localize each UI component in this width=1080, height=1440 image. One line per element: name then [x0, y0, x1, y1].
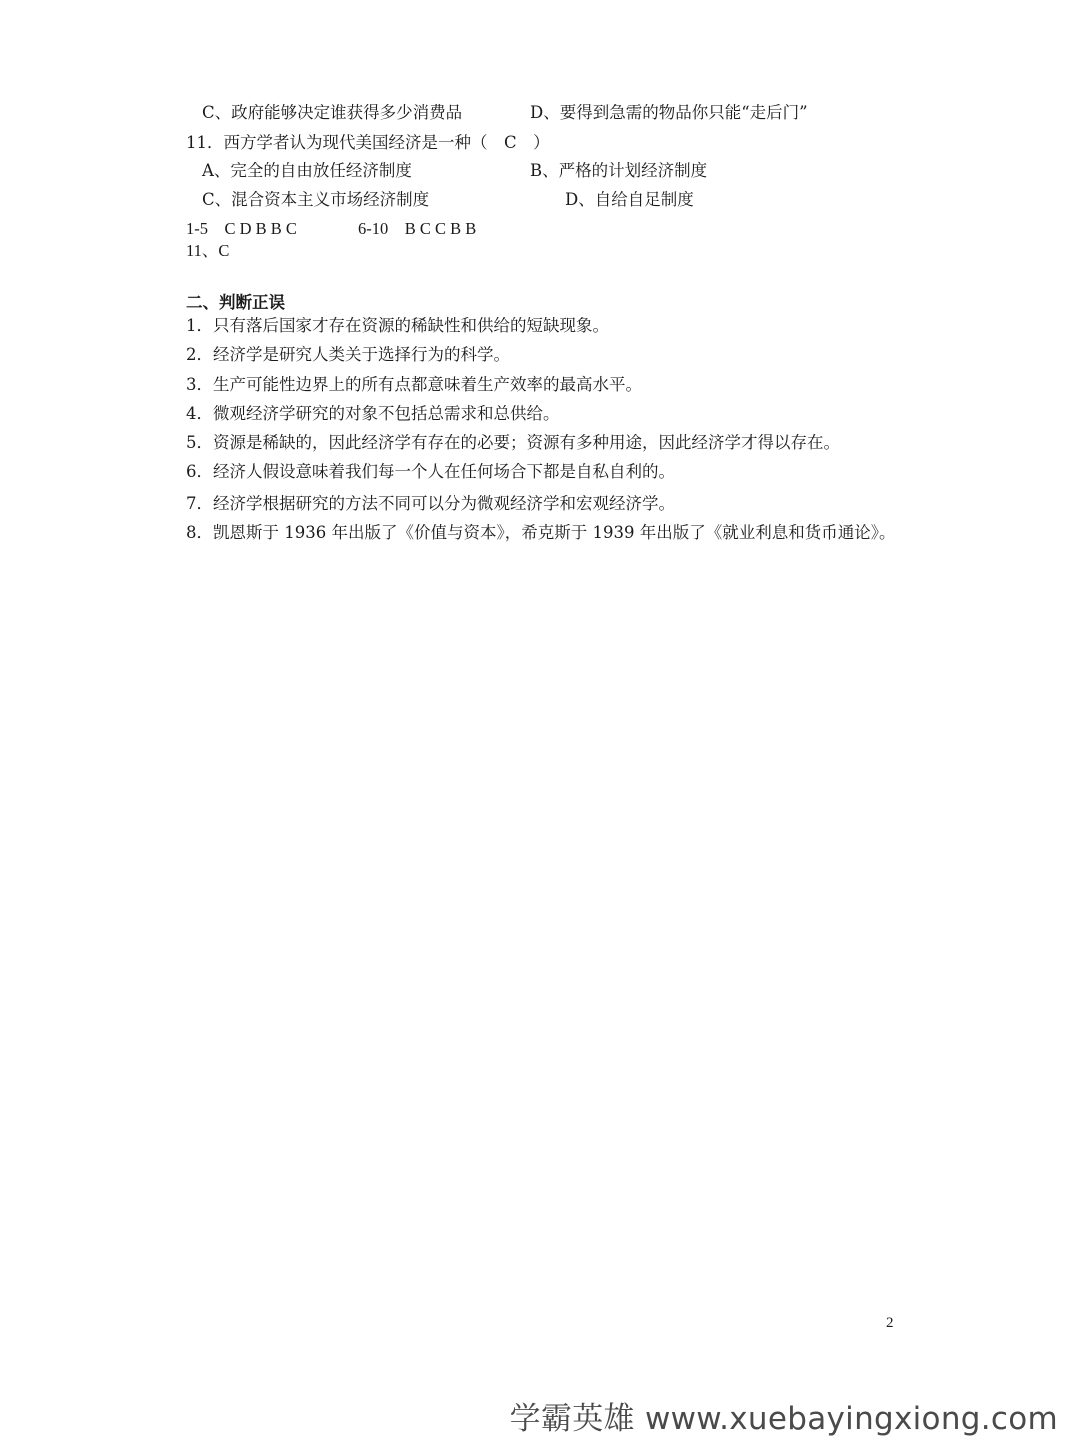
judgement-item-7: 7．经济学根据研究的方法不同可以分为微观经济学和宏观经济学。 [186, 494, 675, 513]
judgement-item-3: 3．生产可能性边界上的所有点都意味着生产效率的最高水平。 [186, 375, 642, 394]
answer-key-1-5: 1-5 C D B B C [186, 219, 297, 238]
q11-option-c: C、混合资本主义市场经济制度 [202, 190, 430, 209]
site-watermark: 学霸英雄 www.xuebayingxiong.com [509, 1401, 1058, 1437]
q11-option-d: D、自给自足制度 [565, 190, 694, 209]
q10-option-c: C、政府能够决定谁获得多少消费品 [202, 103, 463, 122]
q10-option-d: D、要得到急需的物品你只能“走后门” [530, 103, 808, 122]
answer-key-6-10: 6-10 B C C B B [358, 219, 477, 238]
q11-stem: 11．西方学者认为现代美国经济是一种（ C ） [186, 133, 550, 152]
judgement-item-8: 8．凯恩斯于 1936 年出版了《价值与资本》，希克斯于 1939 年出版了《就业利息和货币通论》。 [186, 523, 896, 542]
q11-option-a: A、完全的自由放任经济制度 [202, 161, 412, 180]
judgement-item-2: 2．经济学是研究人类关于选择行为的科学。 [186, 345, 510, 364]
judgement-item-5: 5．资源是稀缺的，因此经济学有存在的必要；资源有多种用途，因此经济学才得以存在。 [186, 433, 840, 452]
footer-watermark-bar [0, 1385, 1080, 1440]
answer-key-11: 11、C [186, 241, 230, 260]
judgement-item-6: 6．经济人假设意味着我们每一个人在任何场合下都是自私自利的。 [186, 462, 675, 481]
page-number: 2 [886, 1315, 894, 1331]
q11-option-b: B、严格的计划经济制度 [530, 161, 708, 180]
judgement-item-1: 1．只有落后国家才存在资源的稀缺性和供给的短缺现象。 [186, 316, 609, 335]
judgement-item-4: 4．微观经济学研究的对象不包括总需求和总供给。 [186, 404, 560, 423]
section-2-heading: 二、判断正误 [186, 293, 285, 312]
